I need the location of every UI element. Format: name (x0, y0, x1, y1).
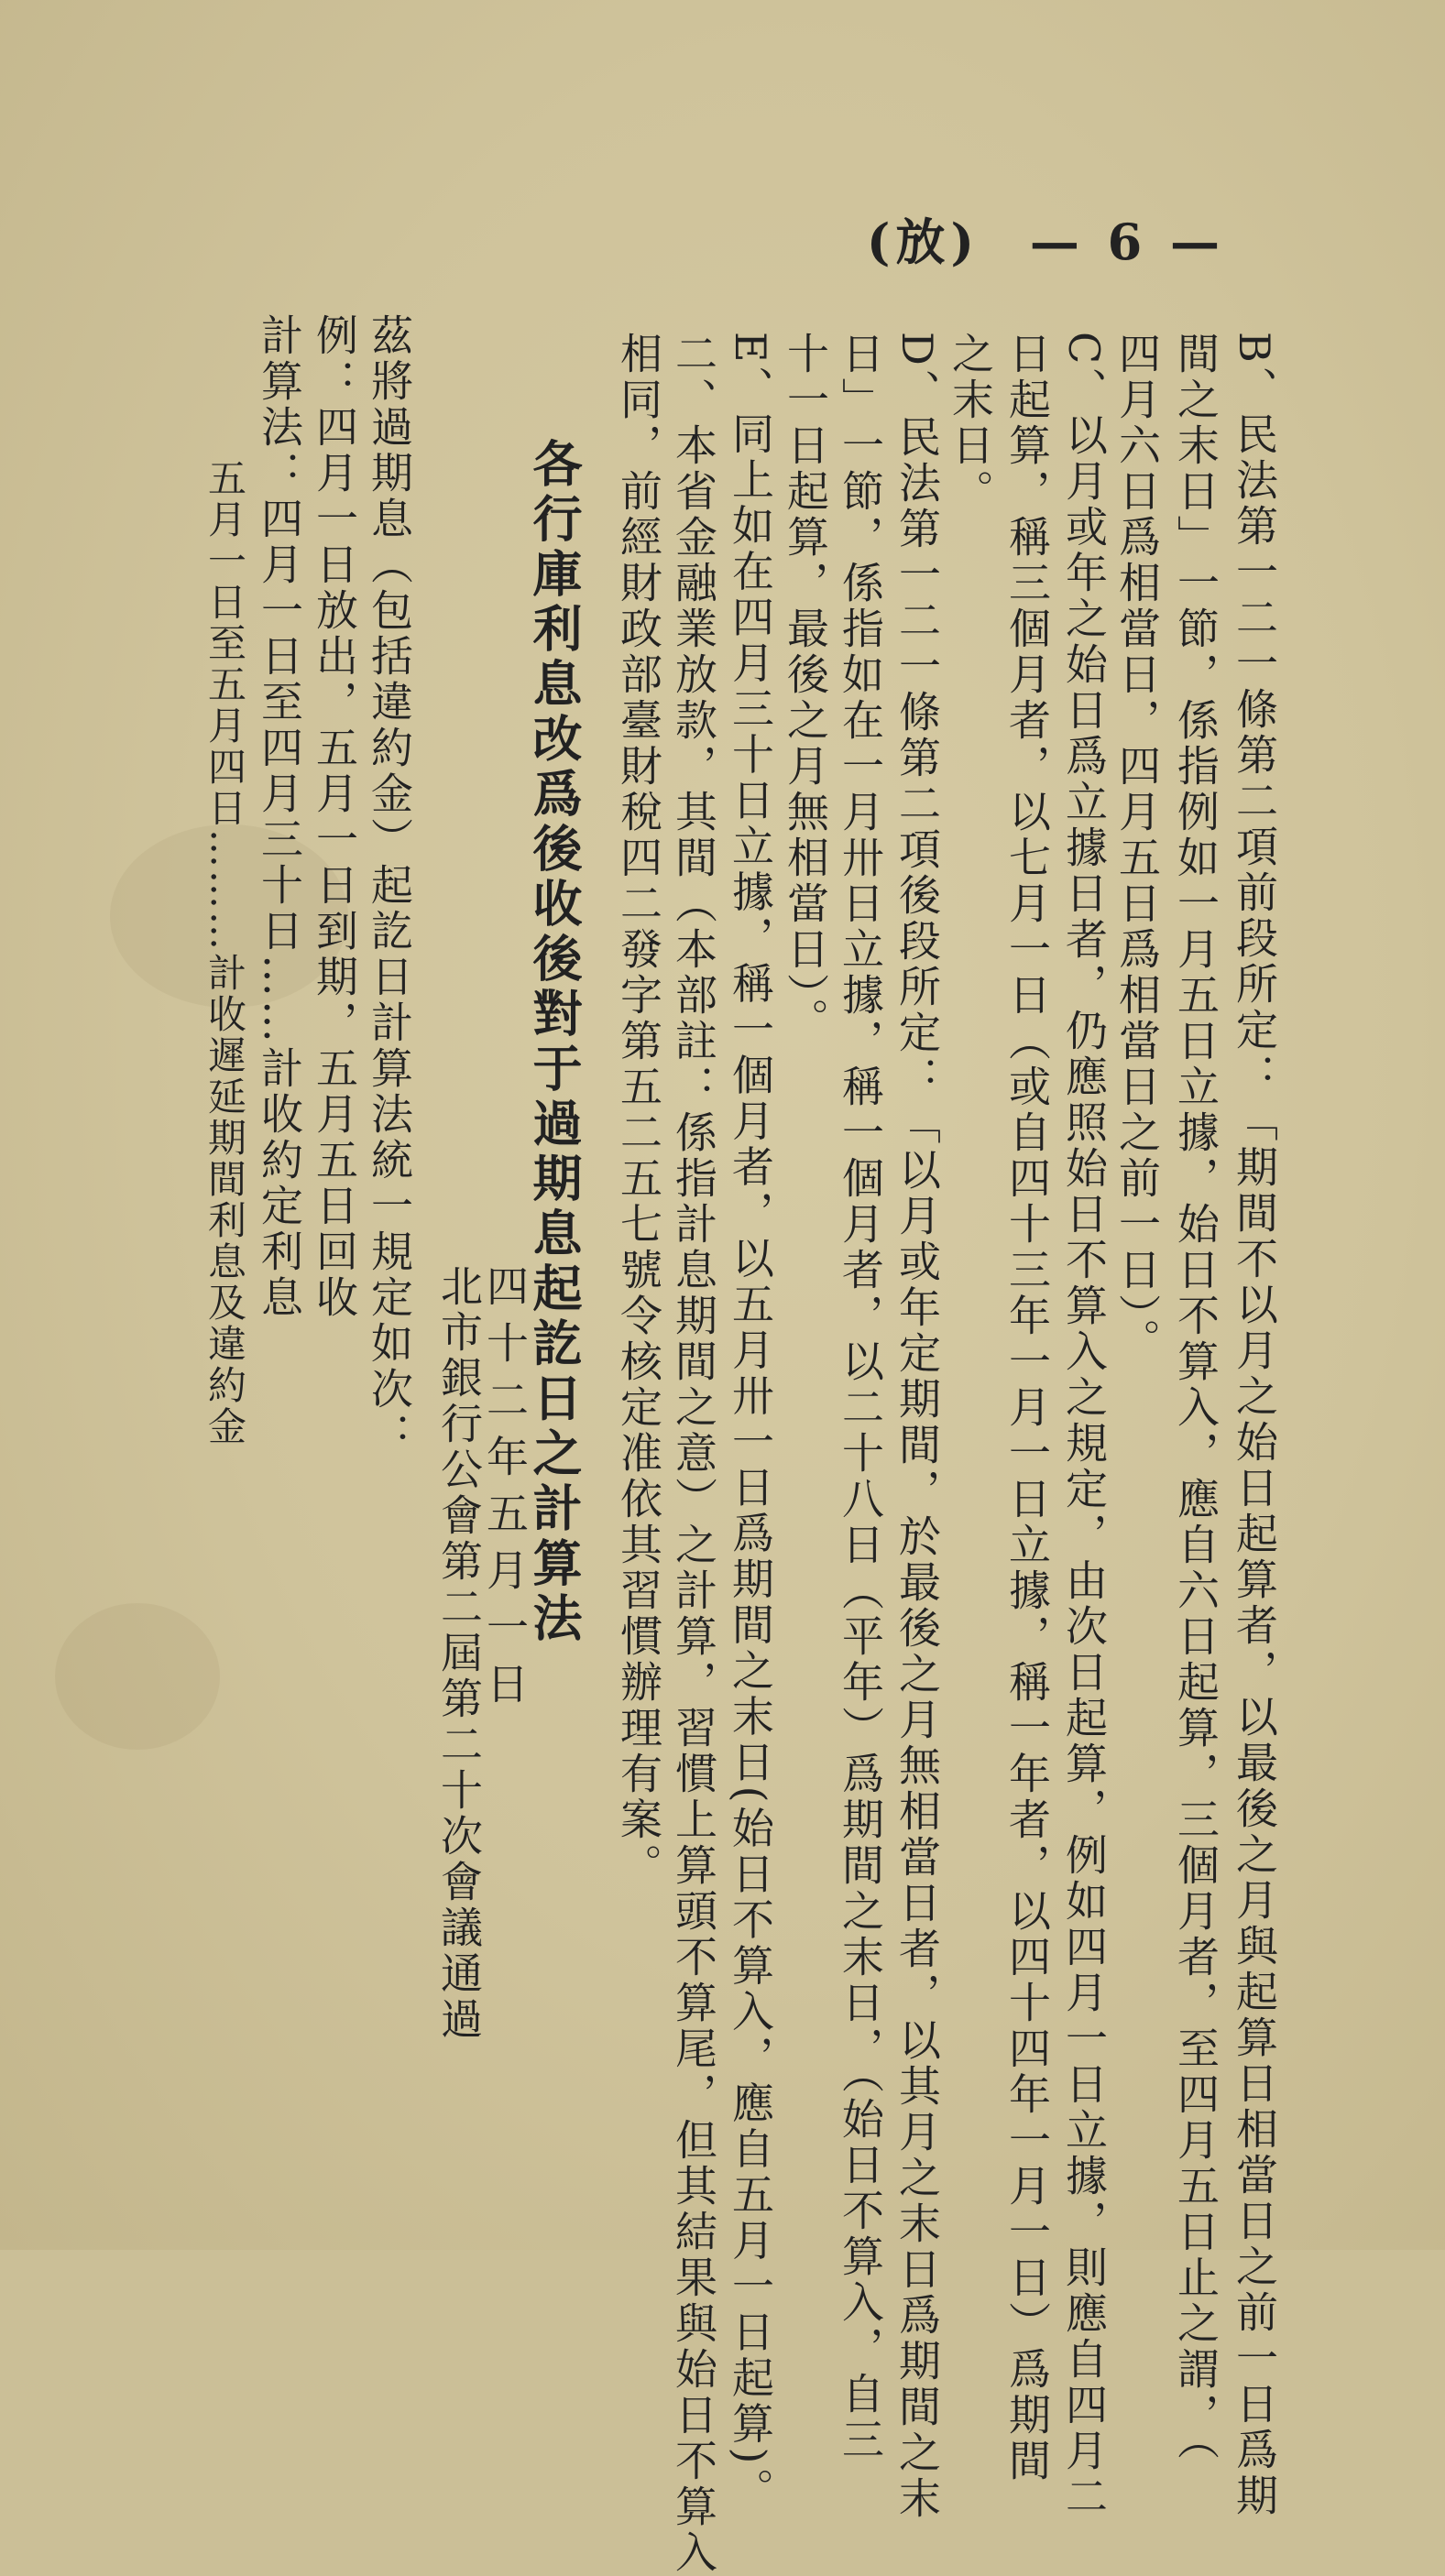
text-column: 之末日。 (946, 332, 995, 515)
body-line: 計算法：四月一日至四月三十日……計收約定利息 (255, 313, 304, 1321)
meeting-date: 四十二年五月一日 (480, 1264, 530, 1719)
section-marker: (放) (866, 213, 980, 271)
text-column: 間之末日」一節，係指例如一月五日立據，始日不算入，應自六日起算，三個月者，至四月五日止之謂，（ (1171, 332, 1221, 2463)
page-number: — 6 — (1029, 213, 1225, 271)
text-column: C、以月或年之始日爲立據日者，仍應照始日不算入之規定，由次日起算，例如四月一日立據，則應自四月二 (1059, 332, 1109, 2521)
body-line: 例：四月一日放出，五月一日到期，五月五日回收 (310, 313, 359, 1321)
meeting-note: 北市銀行公會第二屆第二十次會議通過 (434, 1264, 484, 2043)
text-column: D、民法第一二一條第二項後段所定：「以月或年定期間，於最後之月無相當日者，以其月之末日爲期間之末 (892, 332, 942, 2522)
body-line: 五月一日至五月四日………計收遲延期間利息及違約金 (203, 458, 247, 1447)
text-column: B、民法第一二一條第二項前段所定：「期間不以月之始日起算者，以最後之月與起算日相當日之前一日爲期 (1230, 332, 1279, 2519)
text-column: 四月六日爲相當日，四月五日爲相當日之前一日）。 (1112, 332, 1162, 1364)
page-header (867, 203, 1225, 274)
paper-stain (55, 1603, 220, 1750)
body-line: 茲將過期息（包括違約金）起訖日計算法統一規定如次： (365, 313, 414, 1458)
text-column: 日」一節，係指如在一月卅日立據，稱一個月者，以二十八日（平年）爲期間之末日，（始日不算入，自三 (836, 332, 885, 2463)
text-column: 二、本省金融業放款，其間（本部註：係指計息期間之意）之計算，習慣上算頭不算尾，但其結果與始日不算入 (669, 332, 718, 2576)
section-title: 各行庫利息改爲後收後對于過期息起訖日之計算法 (525, 438, 584, 1647)
text-column: 十一日起算，最後之月無相當日）。 (781, 332, 830, 1043)
text-column: 相同，前經財政部臺財稅四二發字第五二五七號令核定准依其習慣辦理有案。 (614, 332, 663, 1889)
text-column: E、同上如在四月三十日立據，稱一個月者，以五月卅一日爲期間之末日(始日不算入，應自五月一日起算)。 (726, 332, 775, 2514)
text-column: 日起算，稱三個月者，以七月一日（或自四十三年一月一日立據，稱一年者，以四十四年一月一日）爲期間 (1002, 332, 1052, 2484)
